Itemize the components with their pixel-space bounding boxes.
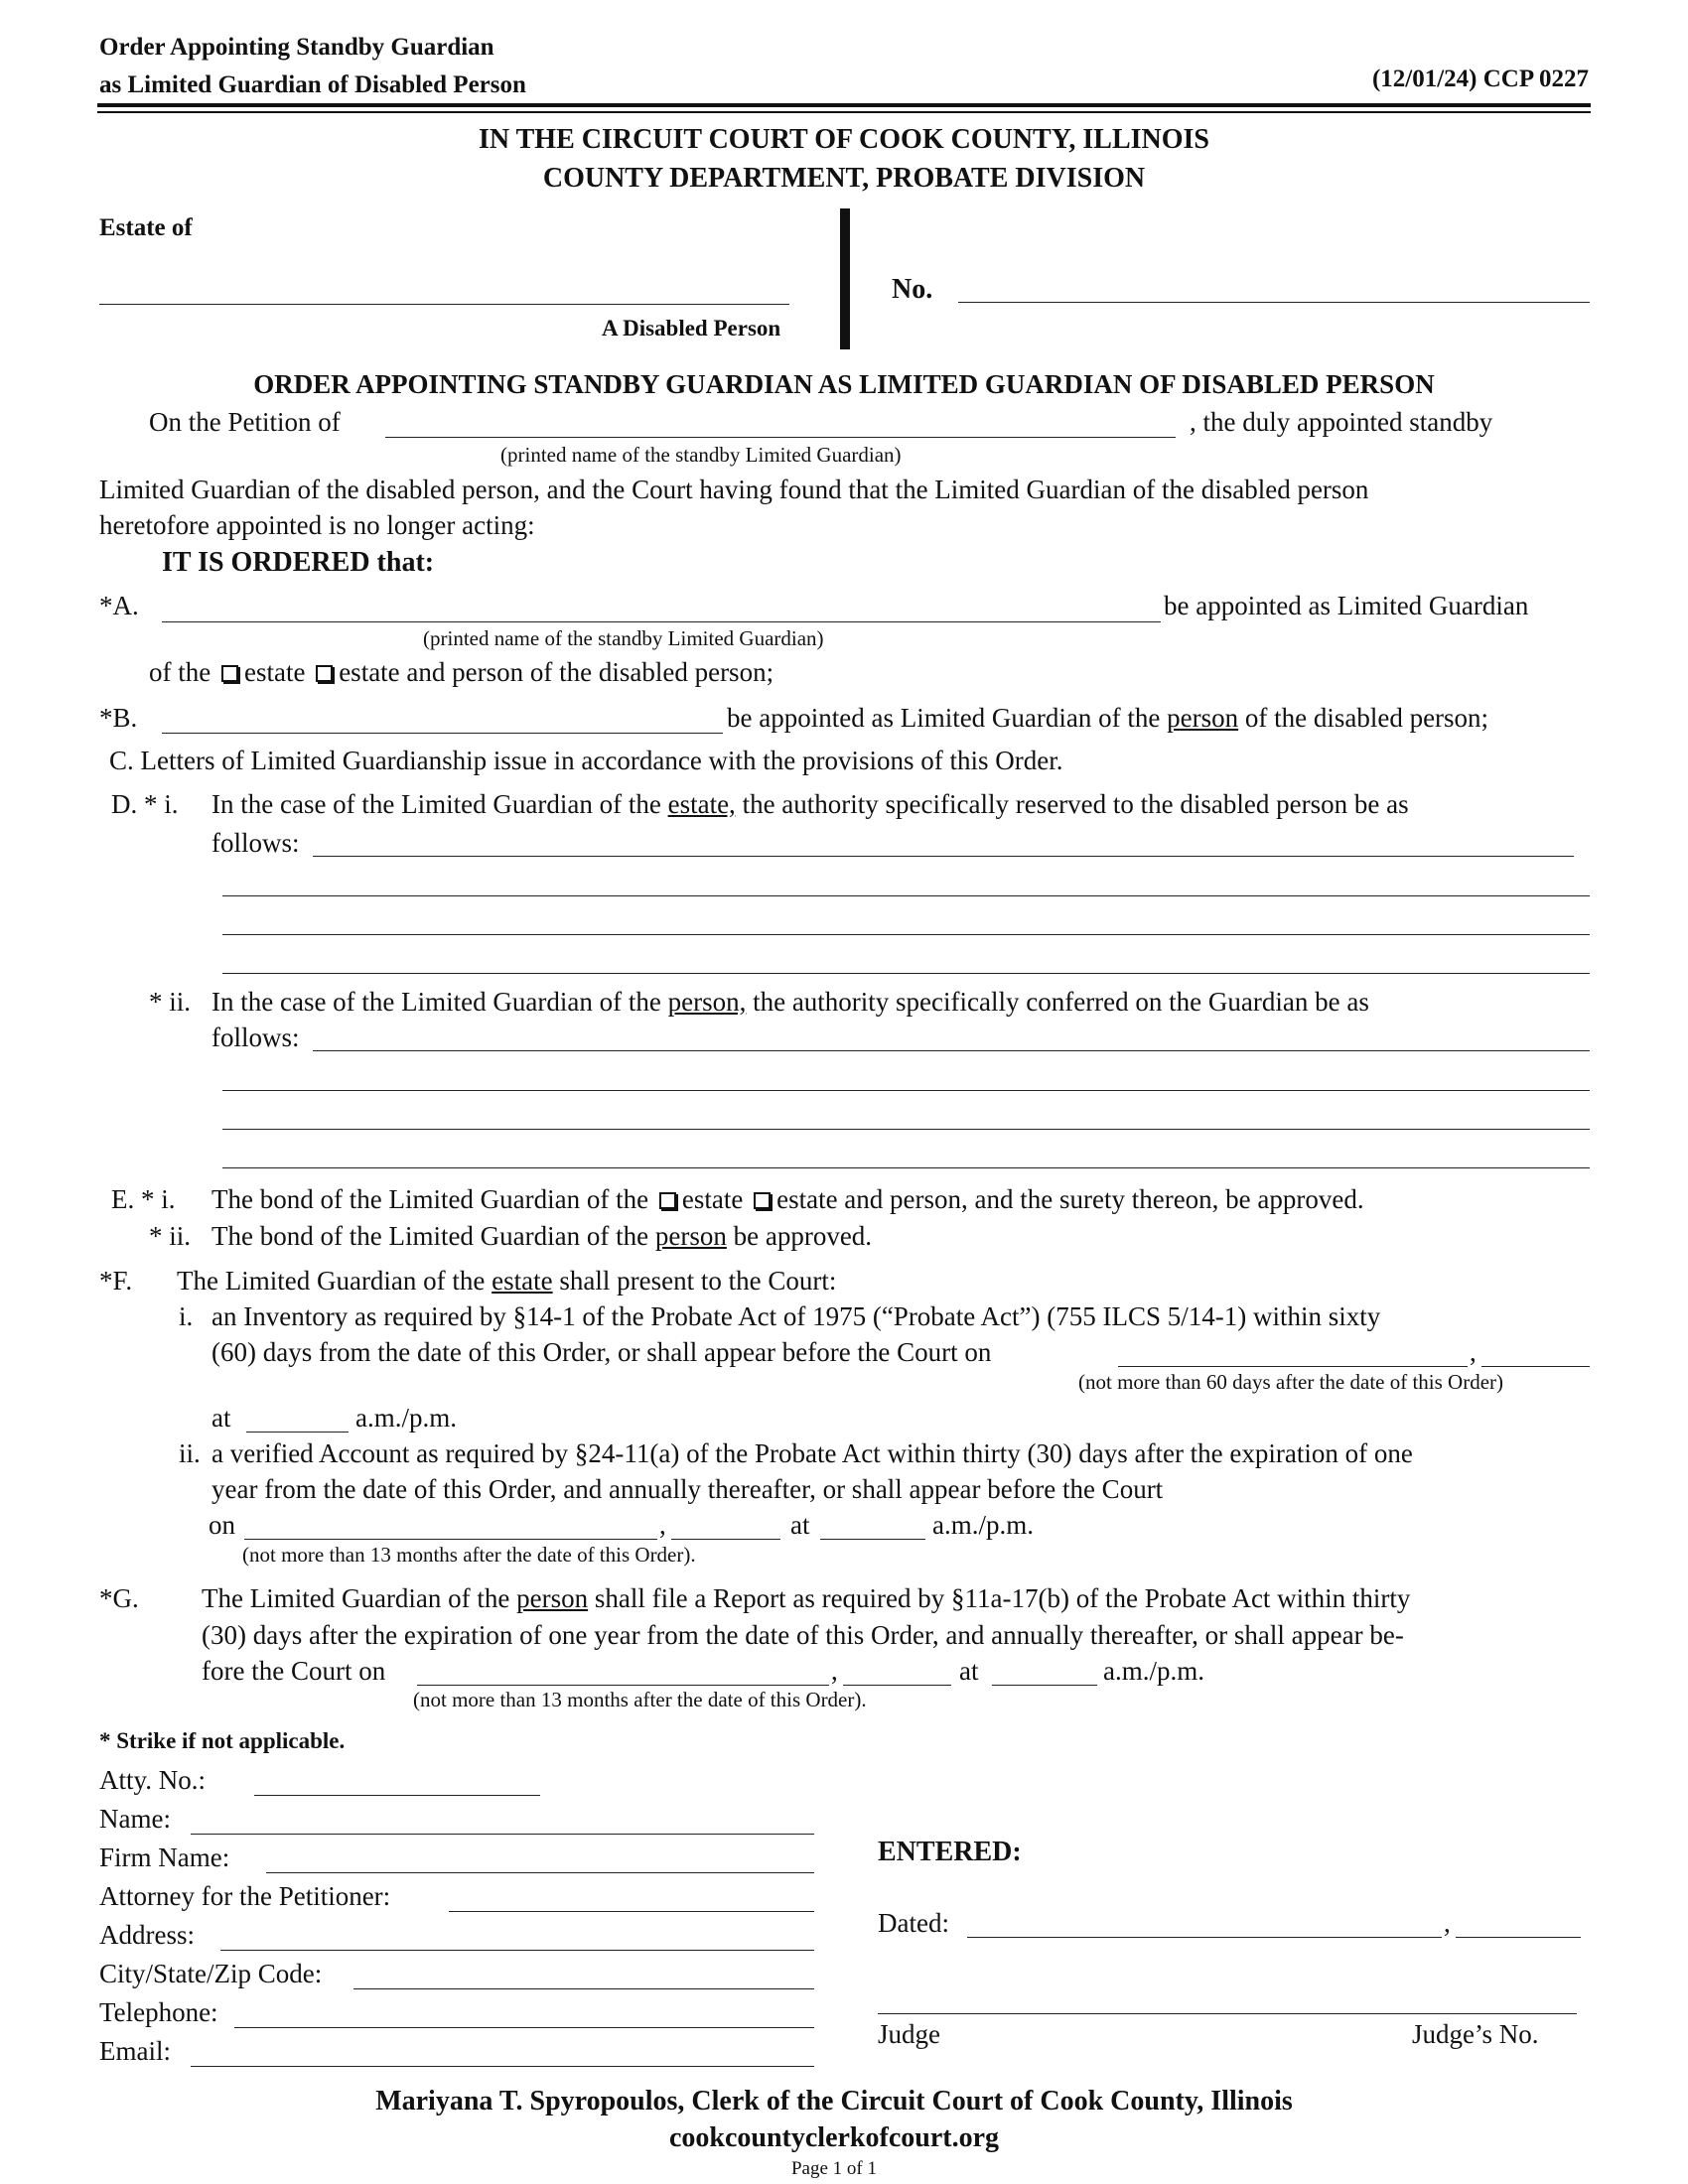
judge-number-label: Judge’s No. [1412, 2019, 1539, 2049]
item-d-i-text1: In the case of the Limited Guardian of the [211, 789, 661, 819]
item-f-ii-time-field[interactable] [820, 1539, 925, 1540]
printed-name-caption: (printed name of the standby Limited Guardian) [500, 443, 902, 467]
item-d-i-text-line [211, 789, 1409, 819]
intro-line3: heretofore appointed is no longer acting: [99, 510, 535, 540]
dated-label: Dated: [878, 1908, 949, 1938]
item-d-ii-text2: the authority specifically conferred on the Guardian be as [753, 987, 1369, 1017]
item-f-i-comma: , [1470, 1337, 1477, 1367]
address-field[interactable] [220, 1950, 814, 1951]
item-a-of-the-line [149, 657, 774, 687]
court-name: IN THE CIRCUIT COURT OF COOK COUNTY, ILLINOIS [479, 124, 1209, 155]
item-f-i-label: i. [179, 1301, 194, 1331]
telephone-label: Telephone: [99, 1997, 218, 2027]
item-d-i-text2: the authority specifically reserved to the disabled person be as [742, 789, 1409, 819]
item-d-ii-text-line [211, 987, 1369, 1017]
on-petition-text: On the Petition of [149, 407, 341, 437]
item-b-text-line [727, 703, 1488, 733]
item-g-caption: (not more than 13 months after the date of this Order). [413, 1688, 867, 1711]
item-d-i-line-1[interactable] [313, 856, 1574, 857]
estate-of-label: Estate of [99, 214, 193, 241]
item-g-time-field[interactable] [992, 1685, 1097, 1686]
item-g-person: person [516, 1583, 589, 1613]
item-g-date-field[interactable] [417, 1685, 829, 1686]
item-f-ii-year-field[interactable] [671, 1539, 780, 1540]
item-g-at: at [959, 1656, 979, 1686]
page-number: Page 1 of 1 [790, 2158, 877, 2179]
item-f-ii-caption: (not more than 13 months after the date of this Order). [242, 1543, 696, 1567]
item-b-text2: of the disabled person; [1244, 703, 1489, 733]
item-a-estate-person-checkbox[interactable] [316, 665, 333, 682]
firm-name-label: Firm Name: [99, 1843, 230, 1872]
estate-name-field[interactable] [99, 304, 789, 305]
item-d-ii-follows: follows: [211, 1023, 300, 1052]
name-field[interactable] [191, 1834, 814, 1835]
item-f-ii-on: on [209, 1510, 235, 1540]
item-f-i-year-field[interactable] [1481, 1366, 1590, 1367]
item-a-of-the: of the [149, 657, 211, 687]
item-g-text-line [202, 1583, 1410, 1613]
item-a-label: *A. [99, 591, 139, 620]
form-code: (12/01/24) CCP 0227 [1371, 66, 1589, 92]
item-e-estate-person-checkbox[interactable] [754, 1192, 771, 1209]
item-b-person: person [1167, 703, 1239, 733]
item-f-text-line [177, 1266, 836, 1296]
attorney-for-label: Attorney for the Petitioner: [99, 1881, 391, 1911]
item-a-guardian-name-field[interactable] [162, 621, 1161, 622]
item-e-i-text-line [211, 1184, 1364, 1214]
item-a-estate-label: estate [243, 657, 306, 687]
city-state-zip-label: City/State/Zip Code: [99, 1959, 323, 1988]
item-e-i-text1: The bond of the Limited Guardian of the [211, 1184, 649, 1214]
attorney-for-field[interactable] [449, 1911, 814, 1912]
website-footer: cookcountyclerkofcourt.org [668, 2122, 1000, 2153]
item-c-text: C. Letters of Limited Guardianship issue in accordance with the provisions of this Order. [109, 746, 1063, 775]
item-b-label: *B. [99, 703, 138, 733]
atty-no-label: Atty. No.: [99, 1765, 206, 1795]
item-a-caption: (printed name of the standby Limited Guardian) [423, 626, 824, 650]
item-e-estate-checkbox[interactable] [659, 1192, 676, 1209]
item-f-ii-line2: year from the date of this Order, and annually thereafter, or shall appear before the Court [211, 1474, 1164, 1504]
item-f-ii-ampm: a.m./p.m. [932, 1510, 1034, 1540]
item-d-i-line-3[interactable] [222, 934, 1590, 935]
item-e-ii-person: person [654, 1221, 727, 1251]
item-f-i-line1: an Inventory as required by §14-1 of the Probate Act of 1975 (“Probate Act”) (755 ILCS 5/14-1) within sixty [211, 1301, 1381, 1331]
item-b-guardian-name-field[interactable] [162, 733, 723, 734]
header-rule-thick [97, 103, 1591, 107]
order-title: ORDER APPOINTING STANDBY GUARDIAN AS LIMITED GUARDIAN OF DISABLED PERSON [253, 369, 1435, 399]
item-f-ii-date-field[interactable] [244, 1539, 657, 1540]
email-label: Email: [99, 2036, 171, 2066]
item-f-ii-at: at [790, 1510, 810, 1540]
item-e-ii-text1: The bond of the Limited Guardian of the [211, 1221, 649, 1251]
dated-year-field[interactable] [1456, 1937, 1581, 1938]
strike-note: * Strike if not applicable. [99, 1728, 346, 1753]
dated-comma: , [1444, 1908, 1451, 1938]
item-a-estate-checkbox[interactable] [221, 665, 238, 682]
item-g-text1: The Limited Guardian of the [202, 1583, 510, 1613]
judge-label: Judge [878, 2019, 940, 2049]
telephone-field[interactable] [234, 2027, 814, 2028]
form-title-line1: Order Appointing Standby Guardian [99, 34, 494, 61]
item-e-ii-text-line [211, 1221, 872, 1251]
case-number-field[interactable] [958, 302, 1590, 303]
item-d-ii-line-3[interactable] [222, 1129, 1590, 1130]
item-f-label: *F. [99, 1266, 133, 1296]
item-e-i-estate: estate [681, 1184, 744, 1214]
item-g-line2: (30) days after the expiration of one year from the date of this Order, and annually thereafter, or shall appear be- [202, 1620, 1404, 1650]
item-f-ii-line1: a verified Account as required by §24-11(a) of the Probate Act within thirty (30) days after the expiration of one [211, 1438, 1413, 1468]
item-g-line3: fore the Court on [202, 1656, 386, 1686]
item-e-ii-text2: be approved. [733, 1221, 873, 1251]
item-e-ii-label: * ii. [149, 1221, 192, 1251]
item-a-estate-person-label: estate and person of the disabled person; [339, 657, 774, 687]
item-d-i-line-4[interactable] [222, 973, 1590, 974]
item-f-i-at: at [211, 1403, 231, 1433]
item-d-ii-label: * ii. [149, 987, 192, 1017]
item-d-ii-line-1[interactable] [313, 1050, 1590, 1051]
item-d-label: D. * i. [111, 789, 179, 819]
item-d-i-estate: estate, [667, 789, 736, 819]
city-state-zip-field[interactable] [353, 1988, 814, 1989]
petitioner-name-field[interactable] [385, 437, 1176, 438]
dated-field[interactable] [967, 1937, 1442, 1938]
item-d-ii-text1: In the case of the Limited Guardian of the [211, 987, 661, 1017]
item-d-ii-person: person, [667, 987, 747, 1017]
entered-label: ENTERED: [878, 1837, 1022, 1867]
name-label: Name: [99, 1804, 171, 1834]
item-g-comma: , [831, 1656, 838, 1686]
item-f-text1: The Limited Guardian of the [177, 1266, 486, 1296]
header-rule-thin [97, 111, 1591, 113]
intro-line2: Limited Guardian of the disabled person, and the Court having found that the Limited Guardian of the disabled person [99, 475, 1369, 504]
item-e-label: E. * i. [111, 1184, 176, 1214]
item-d-ii-line-2[interactable] [222, 1090, 1590, 1091]
email-field[interactable] [191, 2066, 814, 2067]
form-title-line2: as Limited Guardian of Disabled Person [99, 71, 526, 98]
item-g-label: *G. [99, 1583, 139, 1613]
court-division: COUNTY DEPARTMENT, PROBATE DIVISION [542, 163, 1146, 194]
item-f-i-caption: (not more than 60 days after the date of this Order) [1078, 1370, 1504, 1394]
item-g-text2: shall file a Report as required by §11a-17(b) of the Probate Act within thirty [594, 1583, 1411, 1613]
address-label: Address: [99, 1920, 195, 1950]
item-d-i-line-2[interactable] [222, 895, 1590, 896]
it-is-ordered: IT IS ORDERED that: [162, 547, 435, 578]
clerk-footer: Mariyana T. Spyropoulos, Clerk of the Circuit Court of Cook County, Illinois [375, 2086, 1293, 2116]
item-g-year-field[interactable] [843, 1685, 951, 1686]
item-f-ii-comma: , [659, 1510, 666, 1540]
item-a-text: be appointed as Limited Guardian [1164, 591, 1529, 620]
item-d-ii-line-4[interactable] [222, 1167, 1590, 1168]
firm-name-field[interactable] [266, 1872, 814, 1873]
duly-appointed-text: , the duly appointed standby [1190, 407, 1493, 437]
judge-signature-field[interactable] [878, 2013, 1577, 2014]
item-g-ampm: a.m./p.m. [1103, 1656, 1204, 1686]
item-d-i-follows: follows: [211, 828, 300, 858]
atty-no-field[interactable] [254, 1795, 540, 1796]
disabled-person-label: A Disabled Person [602, 316, 781, 341]
item-f-i-date-field[interactable] [1118, 1366, 1468, 1367]
caption-divider [840, 208, 850, 349]
item-f-i-ampm: a.m./p.m. [355, 1403, 457, 1433]
item-f-text2: shall present to the Court: [559, 1266, 837, 1296]
item-f-i-time-field[interactable] [246, 1432, 349, 1433]
item-e-i-text2: estate and person, and the surety thereon, be approved. [776, 1184, 1364, 1214]
item-b-text1: be appointed as Limited Guardian of the [727, 703, 1161, 733]
item-f-estate: estate [492, 1266, 553, 1296]
item-f-i-line2: (60) days from the date of this Order, or shall appear before the Court on [211, 1337, 992, 1367]
case-number-label: No. [892, 274, 933, 305]
item-f-ii-label: ii. [179, 1438, 201, 1468]
